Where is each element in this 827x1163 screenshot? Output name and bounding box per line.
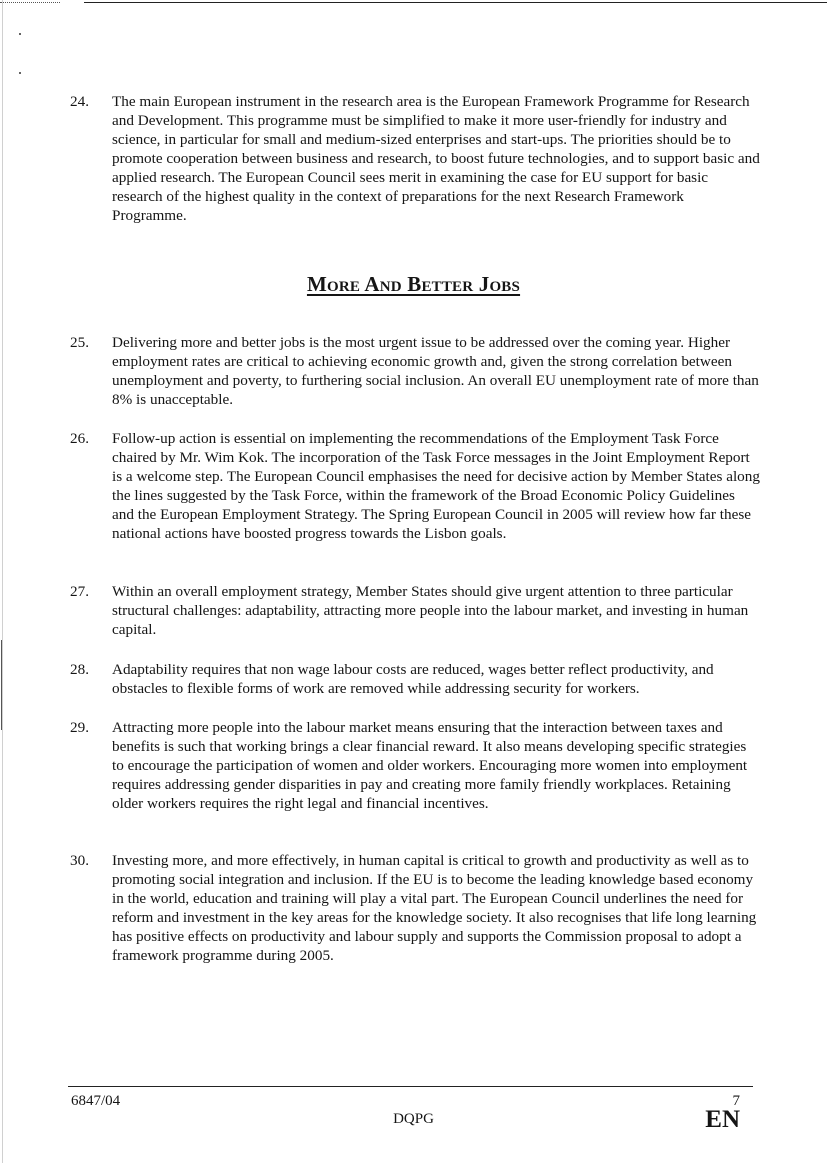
paragraph-30	[70, 851, 760, 965]
top-border-dotted	[0, 2, 60, 4]
paragraph-number: 27.	[70, 583, 89, 600]
paragraph-26	[70, 429, 760, 543]
paragraph-28	[70, 660, 760, 698]
footer-rule	[68, 1086, 753, 1087]
department-code: DQPG	[393, 1111, 434, 1127]
paragraph-24	[70, 92, 760, 225]
scan-speck	[19, 72, 21, 74]
scan-left-edge	[2, 0, 3, 1163]
paragraph-number: 24.	[70, 93, 89, 110]
paragraph-number: 28.	[70, 661, 89, 678]
language-code: EN	[705, 1106, 740, 1133]
paragraph-text: Delivering more and better jobs is the most urgent issue to be addressed over the coming year. Higher employment rates are critical to achieving economic growth and, given the strong correlation between unemployment and poverty, to furthering social inclusion. An overall EU unemployment rate of more than 8% is unacceptable.	[112, 334, 759, 408]
page-number: 7	[732, 1093, 740, 1109]
paragraph-text: Investing more, and more effectively, in human capital is critical to growth and productivity as well as to promoting social integration and inclusion. If the EU is to become the leading knowledge based economy in the world, education and training will play a vital part. The European Council underlines the need for reform and investment in the key areas for the knowledge society. It also recognises that life long learning has positive effects on productivity and labour supply and supports the Commission proposal to adopt a framework programme during 2005.	[112, 852, 757, 964]
paragraph-number: 29.	[70, 719, 89, 736]
paragraph-text: Within an overall employment strategy, Member States should give urgent attention to three particular structural challenges: adaptability, attracting more people into the labour market, and investing in human capital.	[112, 583, 749, 638]
paragraph-text: Attracting more people into the labour market means ensuring that the interaction between taxes and benefits is such that working brings a clear financial reward. It also means developing specific strategies to encourage the participation of women and older workers. Encouraging more women into employment requires addressing gender disparities in pay and creating more family friendly workplaces. Retaining older workers requires the right legal and financial incentives.	[112, 719, 748, 812]
paragraph-text: The main European instrument in the research area is the European Framework Programme for Research and Development. This programme must be simplified to make it more user-friendly for industry and science, in particular for small and medium-sized enterprises and start-ups. The priorities should be to promote cooperation between business and research, to boost future technologies, and to support basic and applied research. The European Council sees merit in examining the case for EU support for basic research of the highest quality in the context of preparations for the next Research Framework Programme.	[112, 93, 760, 224]
paragraph-25	[70, 333, 760, 409]
section-heading: More And Better Jobs	[306, 272, 521, 296]
scan-speck	[19, 33, 21, 35]
paragraph-number: 30.	[70, 852, 89, 869]
document-number: 6847/04	[71, 1093, 121, 1109]
paragraph-text: Adaptability requires that non wage labour costs are reduced, wages better reflect productivity, and obstacles to flexible forms of work are removed while addressing security for workers.	[112, 661, 714, 697]
scan-left-edge-mark	[1, 640, 2, 730]
paragraph-number: 25.	[70, 334, 89, 351]
paragraph-27	[70, 582, 760, 639]
top-border-line	[84, 2, 827, 3]
paragraph-29	[70, 718, 760, 813]
paragraph-text: Follow-up action is essential on implementing the recommendations of the Employment Task Force chaired by Mr. Wim Kok. The incorporation of the Task Force messages in the Joint Employment Report is a welcome step. The European Council emphasises the need for decisive action by Member States along the lines suggested by the Task Force, within the framework of the Broad Economic Policy Guidelines and the European Employment Strategy. The Spring European Council in 2005 will review how far these national actions have boosted progress towards the Lisbon goals.	[112, 430, 760, 542]
paragraph-number: 26.	[70, 430, 89, 447]
